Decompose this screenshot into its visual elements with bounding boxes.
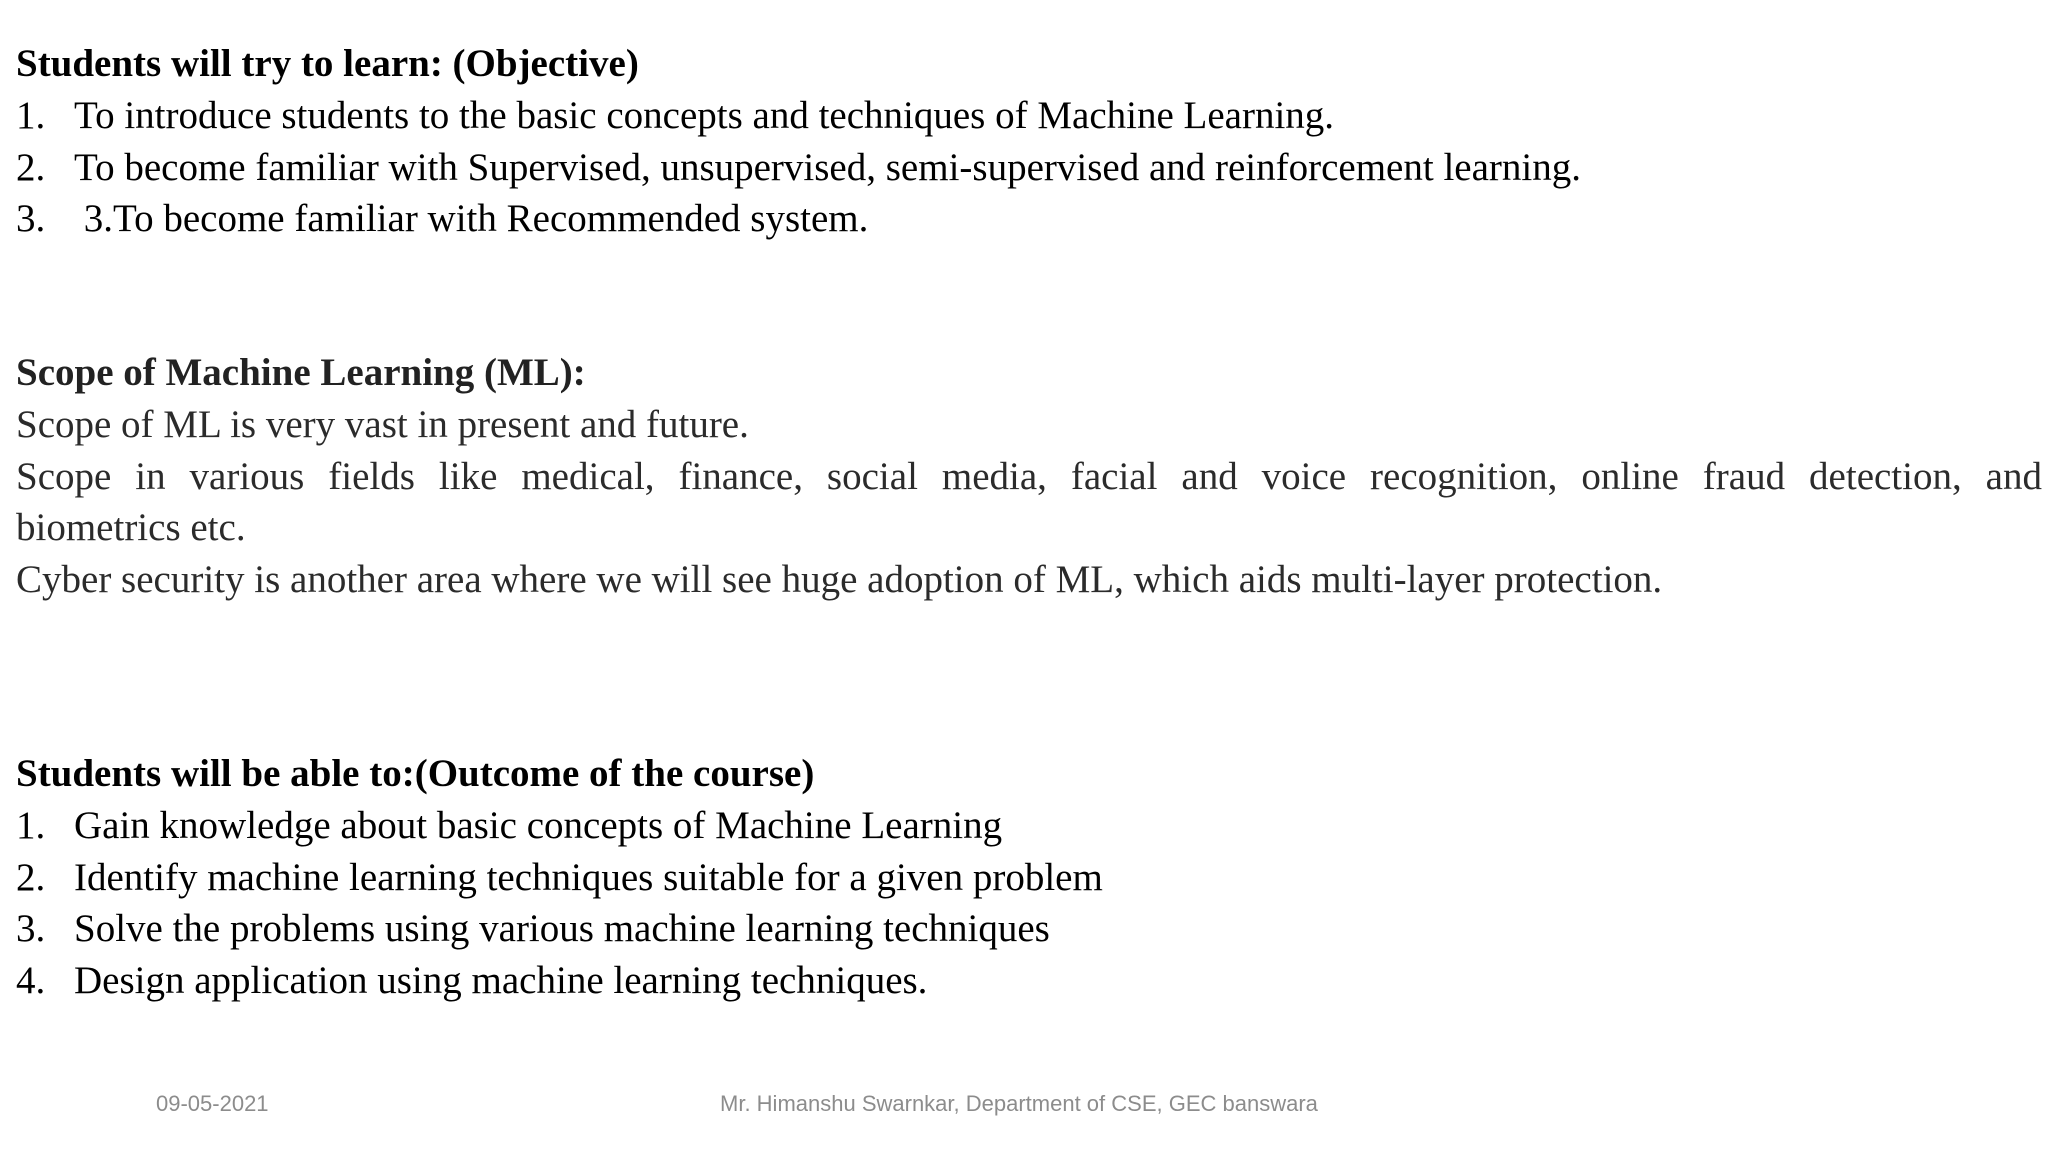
list-item <box>16 955 2042 1007</box>
list-item <box>16 800 2042 852</box>
list-item-number: 4. <box>16 958 46 1002</box>
list-item-text: To become familiar with Supervised, unsupervised, semi-supervised and reinforcement learning. <box>74 145 1581 189</box>
objective-section <box>16 38 2042 245</box>
list-item-text: Design application using machine learning techniques. <box>74 958 928 1002</box>
scope-paragraph-line: Scope in various fields like medical, finance, social media, facial and voice recognition, online fraud detection, and <box>16 454 2042 498</box>
list-item-number: 2. <box>16 145 46 189</box>
list-item-number: 1. <box>16 94 46 137</box>
scope-paragraph <box>16 451 2042 554</box>
list-item-number: 2. <box>16 855 46 899</box>
list-item <box>16 852 2042 904</box>
outcome-section <box>16 748 2042 1006</box>
scope-section <box>16 347 2042 605</box>
outcome-heading: Students will be able to:(Outcome of the course) <box>16 752 815 795</box>
scope-text <box>16 399 2042 605</box>
list-item <box>16 142 2042 194</box>
list-item-number: 3. <box>16 907 46 950</box>
footer-date: 09-05-2021 <box>156 1091 269 1116</box>
scope-paragraph-line: biometrics etc. <box>16 506 246 549</box>
list-item <box>16 90 2042 142</box>
list-item-text: To introduce students to the basic concepts and techniques of Machine Learning. <box>74 94 1335 137</box>
list-item <box>16 903 2042 955</box>
objective-heading: Students will try to learn: (Objective) <box>16 42 639 85</box>
list-item-text: Gain knowledge about basic concepts of Machine Learning <box>74 804 1003 847</box>
footer-author: Mr. Himanshu Swarnkar, Department of CSE, GEC banswara <box>720 1091 1318 1116</box>
list-item-text: Identify machine learning techniques suitable for a given problem <box>74 855 1103 899</box>
list-item <box>16 193 2042 245</box>
scope-paragraph: Cyber security is another area where we will see huge adoption of ML, which aids multi-layer protection. <box>16 557 1663 601</box>
list-item-text: 3.To become familiar with Recommended system. <box>74 197 869 240</box>
list-item-number: 3. <box>16 197 46 240</box>
list-item-text: Solve the problems using various machine learning techniques <box>74 907 1050 950</box>
scope-paragraph: Scope of ML is very vast in present and future. <box>16 403 749 446</box>
outcome-list <box>16 800 2042 1006</box>
scope-heading: Scope of Machine Learning (ML): <box>16 351 586 394</box>
objective-list <box>16 90 2042 245</box>
list-item-number: 1. <box>16 804 46 847</box>
